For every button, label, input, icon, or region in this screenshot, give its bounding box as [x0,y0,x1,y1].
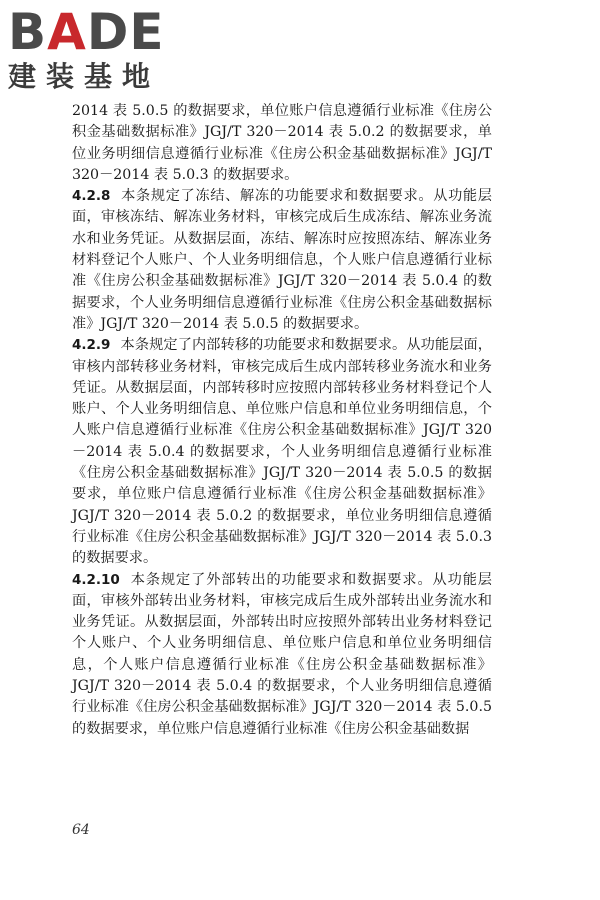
logo-letter-a: A [47,3,87,61]
paragraph-text: 本条规定了外部转出的功能要求和数据要求。从功能层面，审核外部转出业务材料，审核完成后生成外部转出业务流水和业务凭证。从数据层面，外部转出时应按照外部转出业务材料登记个人账户、个人业务明细信息、单位账户信息和单位业务明细信息，个人账户信息遵循行业标准《住房公积金基础数据标准》JGJ/T 320－2014 表 5.0.4 的数据要求，个人业务明细信息遵循行业标准《住房公积金基础数据标准》JGJ/T 320－2014 表 5.0.5 的数据要求，单位账户信息遵循行业标准《住房公积金基础数据 [72,571,492,737]
paragraph-clause-4-2-8 [72,186,492,335]
document-body [72,101,492,740]
clause-number: 4.2.8 [72,188,111,205]
paragraph-clause-4-2-9 [72,335,492,569]
paragraph-clause-4-2-10 [72,570,492,740]
paragraph-text: 本条规定了内部转移的功能要求和数据要求。从功能层面，审核内部转移业务材料，审核完成后生成内部转移业务流水和业务凭证。从数据层面，内部转移时应按照内部转移业务材料登记个人账户、个人业务明细信息、单位账户信息和单位业务明细信息，个人账户信息遵循行业标准《住房公积金基础数据标准》JGJ/T 320－2014 表 5.0.4 的数据要求，个人业务明细信息遵循行业标准《住房公积金基础数据标准》JGJ/T 320－2014 表 5.0.5 的数据要求，单位账户信息遵循行业标准《住房公积金基础数据标准》JGJ/T 320－2014 表 5.0.2 的数据要求，单位业务明细信息遵循行业标准《住房公积金基础数据标准》JGJ/T 320－2014 表 5.0.3 的数据要求。 [72,337,492,567]
paragraph-text: 本条规定了冻结、解冻的功能要求和数据要求。从功能层面，审核冻结、解冻业务材料，审核完成后生成冻结、解冻业务流水和业务凭证。从数据层面，冻结、解冻时应按照冻结、解冻业务材料登记个人账户、个人业务明细信息，个人账户信息遵循行业标准《住房公积金基础数据标准》JGJ/T 320－2014 表 5.0.4 的数据要求，个人业务明细信息遵循行业标准《住房公积金基础数据标准》JGJ/T 320－2014 表 5.0.5 的数据要求。 [72,188,492,332]
logo-wordmark [8,4,165,60]
logo-letters-de: DE [86,3,165,61]
paragraph-continuation [72,101,492,186]
logo-subtitle: 建装基地 [8,60,161,93]
clause-number: 4.2.10 [72,571,120,588]
paragraph-text: 2014 表 5.0.5 的数据要求，单位账户信息遵循行业标准《住房公积金基础数据标准》JGJ/T 320－2014 表 5.0.2 的数据要求，单位业务明细信息遵循行业标准《住房公积金基础数据标准》JGJ/T 320－2014 表 5.0.3 的数据要求。 [72,103,492,183]
page-number: 64 [72,822,90,838]
bade-logo [8,4,176,94]
logo-letter-b: B [8,3,48,61]
clause-number: 4.2.9 [72,337,111,354]
